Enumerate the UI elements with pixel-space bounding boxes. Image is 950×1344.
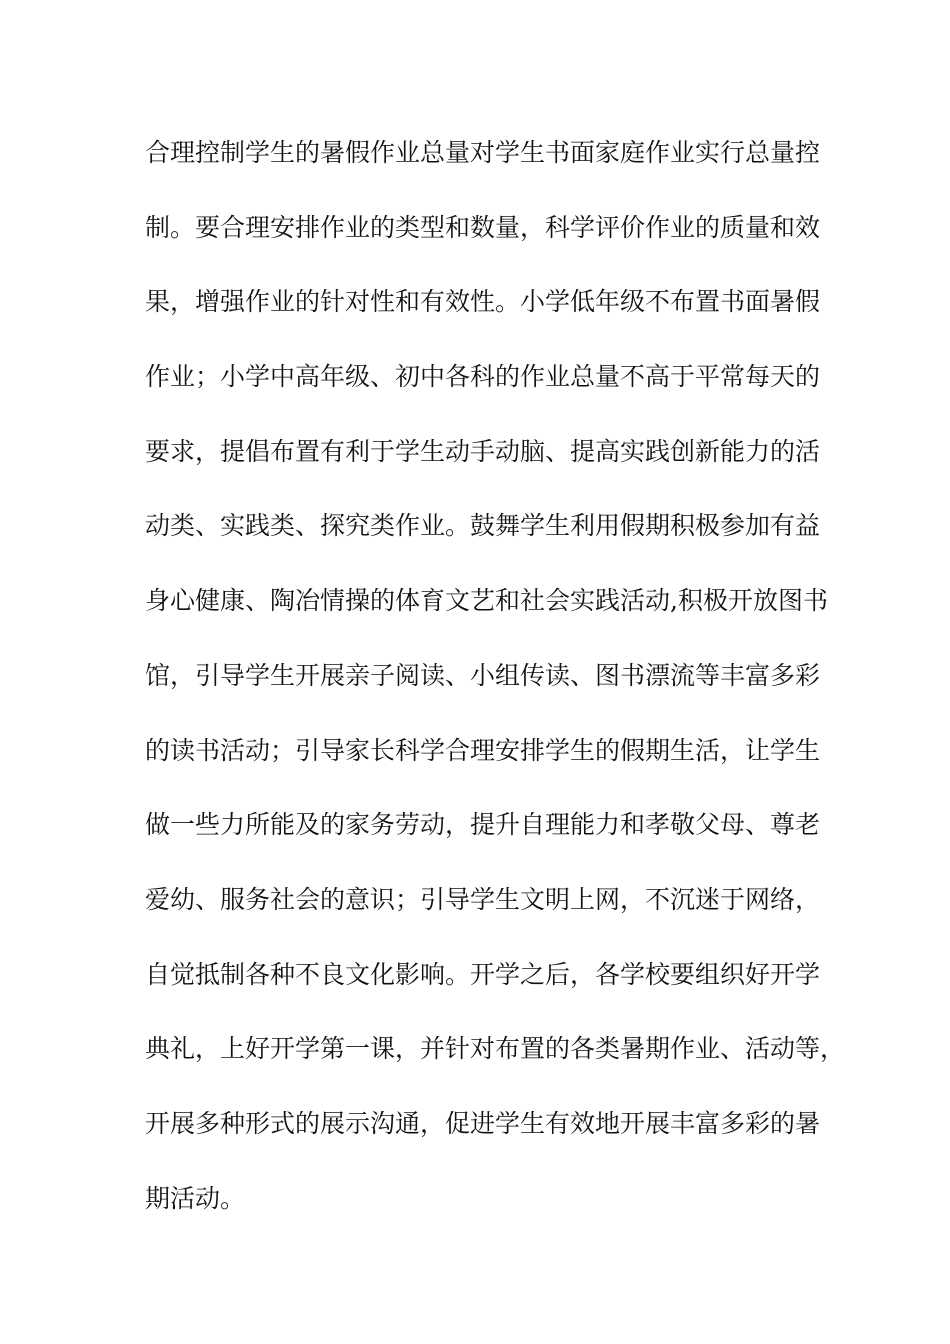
paragraph-line-9: 的读书活动；引导家长科学合理安排学生的假期生活，让学生 <box>145 735 821 765</box>
paragraph-line-6: 动类、实践类、探究类作业。鼓舞学生利用假期积极参加有益 <box>145 511 821 541</box>
paragraph-line-2: 制。要合理安排作业的类型和数量，科学评价作业的质量和效 <box>145 212 821 242</box>
paragraph-line-8: 馆，引导学生开展亲子阅读、小组传读、图书漂流等丰富多彩 <box>145 660 821 690</box>
paragraph-line-5: 要求，提倡布置有利于学生动手动脑、提高实践创新能力的活 <box>145 436 821 466</box>
paragraph-line-10: 做一些力所能及的家务劳动，提升自理能力和孝敬父母、尊老 <box>145 810 821 840</box>
paragraph-line-13: 典礼，上好开学第一课，并针对布置的各类暑期作业、活动等， <box>145 1034 846 1064</box>
paragraph-line-11: 爱幼、服务社会的意识；引导学生文明上网，不沉迷于网络， <box>145 884 821 914</box>
paragraph-line-4: 作业；小学中高年级、初中各科的作业总量不高于平常每天的 <box>145 362 821 392</box>
paragraph-line-12: 自觉抵制各种不良文化影响。开学之后，各学校要组织好开学 <box>145 959 821 989</box>
body-paragraph <box>145 133 846 1253</box>
paragraph-line-1: 合理控制学生的暑假作业总量对学生书面家庭作业实行总量控 <box>145 138 821 167</box>
paragraph-line-7: 身心健康、陶冶情操的体育文艺和社会实践活动,积极开放图书 <box>145 586 828 616</box>
paragraph-line-15: 期活动。 <box>145 1183 246 1213</box>
paragraph-line-14: 开展多种形式的展示沟通，促进学生有效地开展丰富多彩的暑 <box>145 1108 821 1138</box>
paragraph-line-3: 果，增强作业的针对性和有效性。小学低年级不布置书面暑假 <box>145 287 821 317</box>
